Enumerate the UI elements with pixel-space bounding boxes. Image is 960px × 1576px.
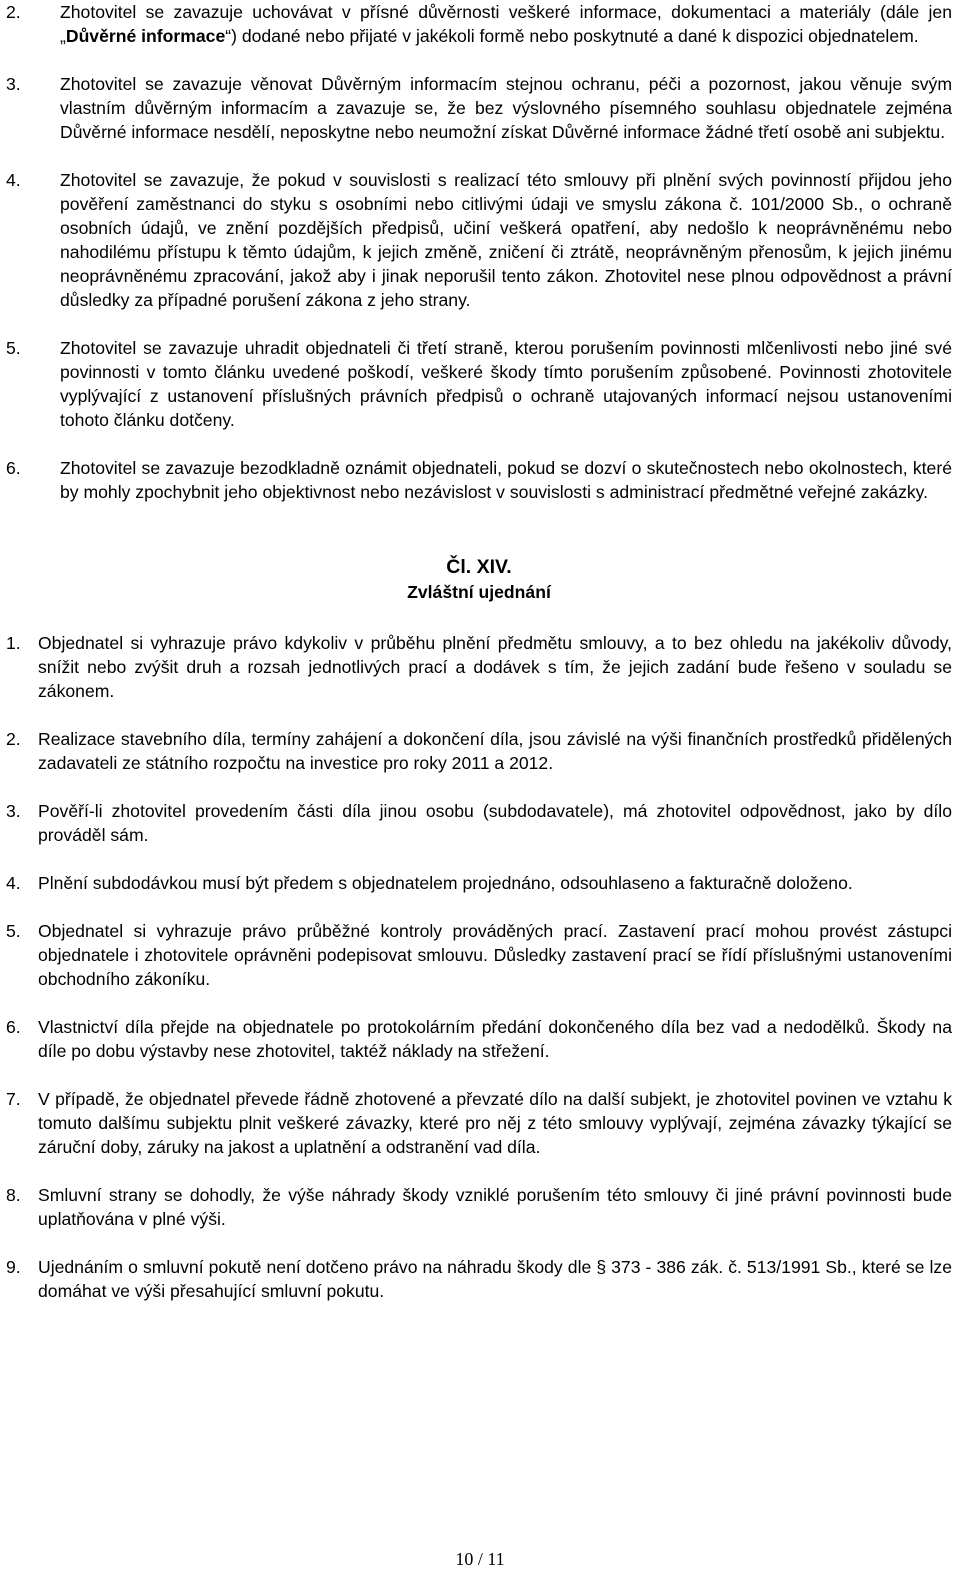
clause-number: 8. xyxy=(6,1185,21,1205)
article-number: Čl. XIV. xyxy=(446,556,512,578)
clause-item xyxy=(6,919,952,991)
clause-item xyxy=(6,1183,952,1231)
clause-number: 1. xyxy=(6,633,21,653)
clause-number: 5. xyxy=(6,921,21,941)
clause-text: Zhotovitel se zavazuje věnovat Důvěrným informacím stejnou ochranu, péči a pozornost, jakou věnuje svým vlastním důvěrným informacím a zavazuje se, že bez výslovného písemného souhlasu objednatele zejména Důvěrné informace nesdělí, neposkytne nebo neumožní získat Důvěrné informace žádné třetí osobě ani subjektu. xyxy=(60,74,952,142)
page-number: 10 / 11 xyxy=(455,1549,505,1569)
clause-item xyxy=(6,72,952,144)
clause-item xyxy=(6,799,952,847)
clause-text-part: “) dodané nebo přijaté v jakékoli formě nebo poskytnuté a dané k dispozici objednatelem. xyxy=(225,26,919,46)
clause-item xyxy=(6,0,952,48)
clause-text: Ujednáním o smluvní pokutě není dotčeno právo na náhradu škody dle § 373 - 386 zák. č. 513/1991 Sb., které se lze domáhat ve výši přesahující smluvní pokutu. xyxy=(38,1257,952,1301)
clause-number: 6. xyxy=(6,1017,21,1037)
clause-text: Zhotovitel se zavazuje uhradit objednateli či třetí straně, kterou porušením povinnosti mlčenlivosti nebo jiné své povinnosti v tomto článku uvedené poškodí, veškeré škody tímto porušením způsobené. Povinnosti zhotovitele vyplývající z ustanovení příslušných právních předpisů o ochraně utajovaných informací nejsou ustanoveními tohoto článku dotčeny. xyxy=(60,338,952,430)
clause-item xyxy=(6,336,952,432)
clause-item xyxy=(6,1087,952,1159)
clause-number: 3. xyxy=(6,801,21,821)
clause-text: Pověří-li zhotovitel provedením části díla jinou osobu (subdodavatele), má zhotovitel odpovědnost, jako by dílo prováděl sám. xyxy=(38,801,952,845)
article-title: Zvláštní ujednání xyxy=(407,582,551,602)
clause-number: 9. xyxy=(6,1257,21,1277)
section-special-provisions xyxy=(6,631,952,1303)
clause-number: 7. xyxy=(6,1089,21,1109)
clause-item xyxy=(6,871,952,895)
clause-item xyxy=(6,1255,952,1303)
clause-text: Zhotovitel se zavazuje bezodkladně oznámit objednateli, pokud se dozví o skutečnostech nebo okolnostech, které by mohly zpochybnit jeho objektivnost nebo nezávislost v souvislosti s administrací předmětné veřejné zakázky. xyxy=(60,458,952,502)
clause-item xyxy=(6,727,952,775)
clause-text: Vlastnictví díla přejde na objednatele po protokolárním předání dokončeného díla bez vad a nedodělků. Škody na díle po dobu výstavby nese zhotovitel, taktéž náklady na střežení. xyxy=(38,1017,952,1061)
clause-number: 3. xyxy=(6,74,21,94)
clause-number: 2. xyxy=(6,2,21,22)
clause-text: Smluvní strany se dohodly, že výše náhrady škody vzniklé porušením této smlouvy či jiné právní povinnosti bude uplatňována v plné výši. xyxy=(38,1185,952,1229)
clause-number: 5. xyxy=(6,338,21,358)
document-page xyxy=(6,0,952,1303)
clause-text: Realizace stavebního díla, termíny zahájení a dokončení díla, jsou závislé na výši finančních prostředků přidělených zadavateli ze státního rozpočtu na investice pro roky 2011 a 2012. xyxy=(38,729,952,773)
clause-text-bold: Důvěrné informace xyxy=(65,26,226,46)
clause-text: Objednatel si vyhrazuje právo kdykoliv v průběhu plnění předmětu smlouvy, a to bez ohledu na jakékoliv důvody, snížit nebo zvýšit druh a rozsah jednotlivých prací a dodávek s tím, že jejich zadání bude řešeno v souladu se zákonem. xyxy=(38,633,952,701)
clause-text: Plnění subdodávkou musí být předem s objednatelem projednáno, odsouhlaseno a fakturačně doloženo. xyxy=(38,873,853,893)
clause-item xyxy=(6,1015,952,1063)
clause-item xyxy=(6,631,952,703)
clause-number: 4. xyxy=(6,873,21,893)
section-confidentiality xyxy=(6,0,952,504)
clause-number: 2. xyxy=(6,729,21,749)
clause-number: 6. xyxy=(6,458,21,478)
clause-text-part: Zhotovitel se zavazuje uchovávat v přísné důvěrnosti veškeré informace, dokumentaci a materiály (dále jen „ xyxy=(60,2,952,46)
clause-text: V případě, že objednatel převede řádně zhotovené a převzaté dílo na další subjekt, je zhotovitel povinen ve vztahu k tomuto dalšímu subjektu plnit veškeré závazky, které pro něj z této smlouvy vyplývají, zejména závazky týkající se záruční doby, záruky na jakost a uplatnění a odstranění vad díla. xyxy=(38,1089,952,1157)
clause-number: 4. xyxy=(6,170,21,190)
clause-text: Zhotovitel se zavazuje, že pokud v souvislosti s realizací této smlouvy při plnění svých povinností přijdou jeho pověření zaměstnanci do styku s osobními nebo citlivými údaji ve smyslu zákona č. 101/2000 Sb., o ochraně osobních údajů, ve znění pozdějších předpisů, učiní veškerá opatření, aby nedošlo k neoprávněnému nebo nahodilému přístupu k těmto údajům, k jejich změně, zničení či ztrátě, neoprávněným přenosům, k jejich jinému neoprávněnému zpracování, jakož aby i jinak neporušil tento zákon. Zhotovitel nese plnou odpovědnost a právní důsledky za případné porušení zákona z jeho strany. xyxy=(60,170,952,310)
clause-item xyxy=(6,168,952,312)
clause-text: Objednatel si vyhrazuje právo průběžné kontroly prováděných prací. Zastavení prací mohou provést zástupci objednatele i zhotovitele oprávněni podepisovat smlouvu. Důsledky zastavení prací se řídí příslušnými ustanoveními obchodního zákoníku. xyxy=(38,921,952,989)
clause-item xyxy=(6,456,952,504)
